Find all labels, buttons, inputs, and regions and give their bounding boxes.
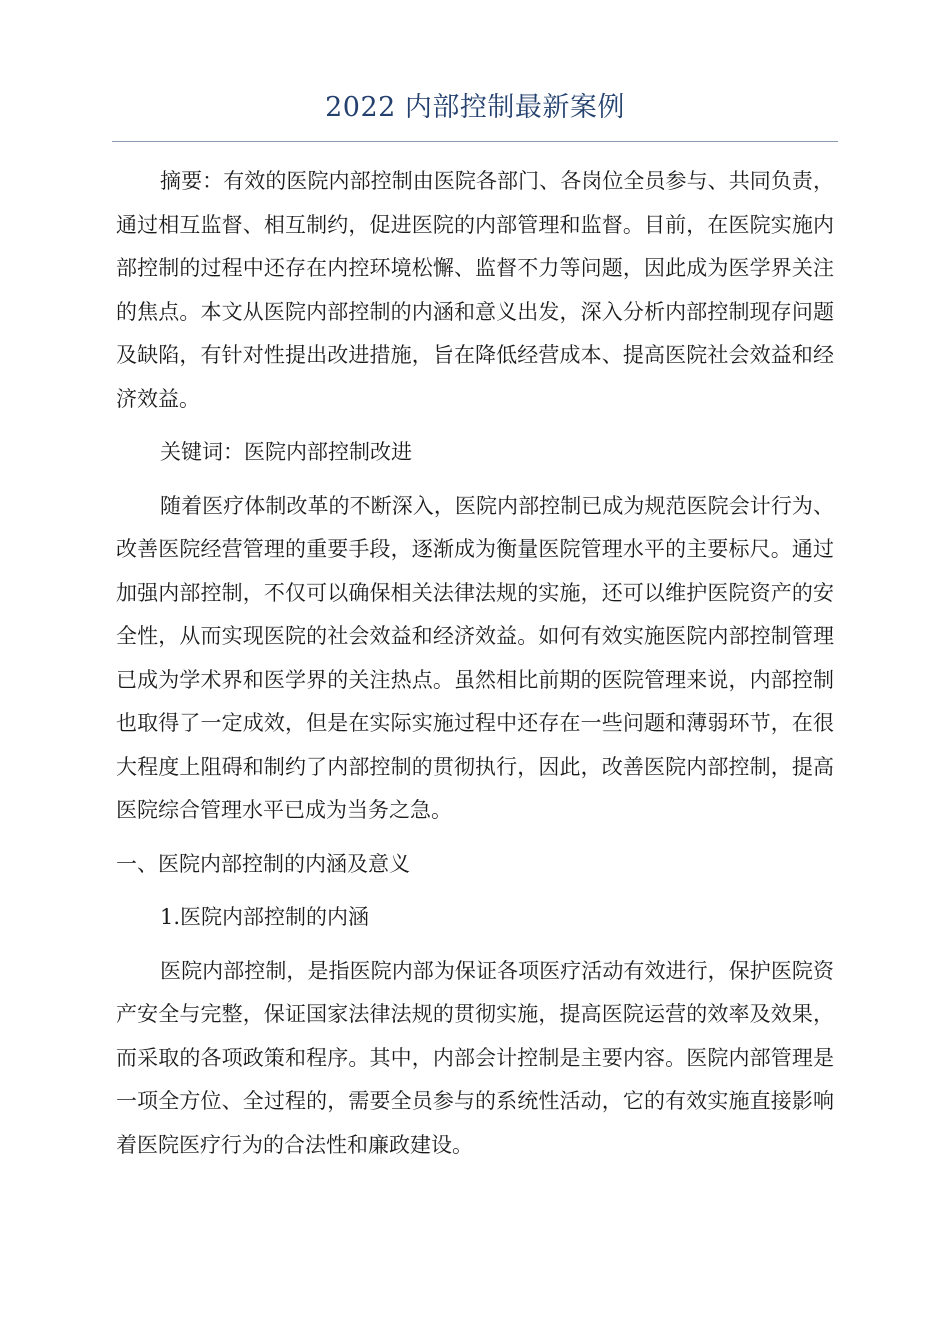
subsection-heading: 1.医院内部控制的内涵 [160, 905, 370, 929]
subsection-paragraph: 医院内部控制，是指医院内部为保证各项医疗活动有效进行，保护医院资产安全与完整，保证国家法律法规的贯彻实施，提高医院运营的效率及效果，而采取的各项政策和程序。其中，内部会计控制是主要内容。医院内部管理是一项全方位、全过程的，需要全员参与的系统性活动，它的有效实施直接影响着医院医疗行为的合法性和廉政建设。 [116, 958, 834, 1157]
intro-paragraph: 随着医疗体制改革的不断深入，医院内部控制已成为规范医院会计行为、改善医院经营管理的重要手段，逐渐成为衡量医院管理水平的主要标尺。通过加强内部控制，不仅可以确保相关法律法规的实施，还可以维护医院资产的安全性，从而实现医院的社会效益和经济效益。如何有效实施医院内部控制管理已成为学术界和医学界的关注热点。虽然相比前期的医院管理来说，内部控制也取得了一定成效，但是在实际实施过程中还存在一些问题和薄弱环节，在很大程度上阻碍和制约了内部控制的贯彻执行，因此，改善医院内部控制，提高医院综合管理水平已成为当务之急。 [116, 493, 834, 822]
abstract-paragraph: 摘要：有效的医院内部控制由医院各部门、各岗位全员参与、共同负责，通过相互监督、相互制约，促进医院的内部管理和监督。目前，在医院实施内部控制的过程中还存在内控环境松懈、监督不力等问题，因此成为医学界关注的焦点。本文从医院内部控制的内涵和意义出发，深入分析内部控制现存问题及缺陷，有针对性提出改进措施，旨在降低经营成本、提高医院社会效益和经济效益。 [116, 169, 834, 411]
document-title: 2022 内部控制最新案例 [325, 92, 625, 123]
keywords-paragraph: 关键词：医院内部控制改进 [160, 440, 412, 464]
document-body [116, 160, 834, 1167]
section-heading: 一、医院内部控制的内涵及意义 [116, 851, 410, 876]
title-divider [112, 141, 838, 142]
